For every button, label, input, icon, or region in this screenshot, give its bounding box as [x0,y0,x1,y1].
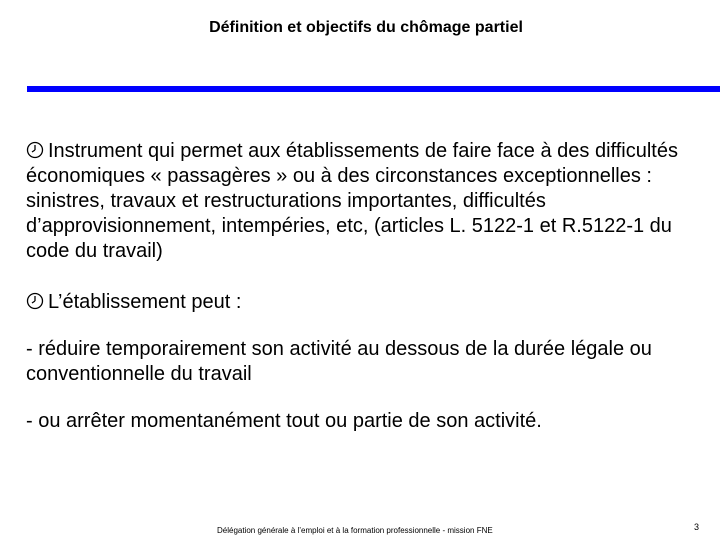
bullet-establishment-text: L’établissement peut : [48,291,242,313]
clock-icon [26,292,44,310]
list-item-stop: - ou arrêter momentanément tout ou partie de son activité. [26,410,542,432]
bullet-definition [26,139,716,264]
bullet-definition-text: Instrument qui permet aux établissements de faire face à des difficultés économiques « passagères » ou à des circonstances exceptionnelles : sinistres, travaux et restructurations importantes, difficultés d’approvisionnement, intempéries, etc, (articles L. 5122-1 et R.5122-1 du code du travail) [26,140,678,262]
clock-icon [26,141,44,159]
bullet-establishment [26,290,716,315]
list-item-reduce: - réduire temporairement son activité au dessous de la durée légale ou conventionnelle du travail [26,338,652,385]
page-number: 3 [694,522,700,532]
title-divider [27,86,720,92]
page-title: Définition et objectifs du chômage partiel [209,19,523,36]
footer-text: Délégation générale à l’emploi et à la formation professionnelle - mission FNE [217,526,493,535]
